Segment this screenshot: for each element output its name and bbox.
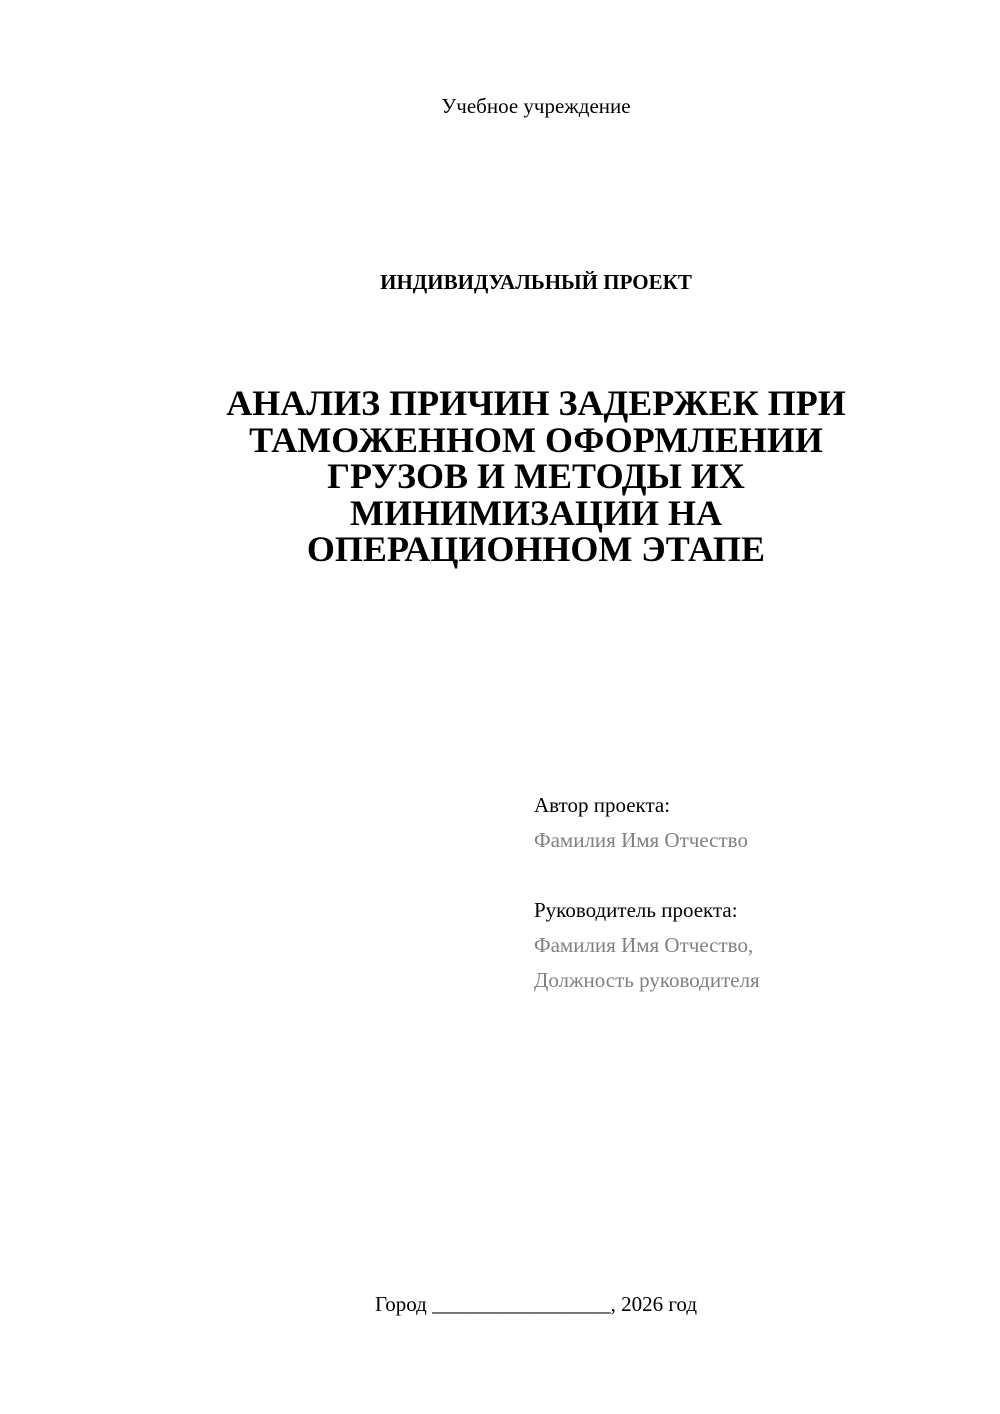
supervisor-position: Должность руководителя	[534, 968, 760, 992]
title-line: ТАМОЖЕННОМ ОФОРМЛЕНИИ	[249, 419, 823, 460]
title-line: АНАЛИЗ ПРИЧИН ЗАДЕРЖЕК ПРИ	[226, 383, 846, 423]
project-people-block	[534, 788, 974, 998]
spacer	[534, 858, 974, 893]
title-line: ГРУЗОВ И МЕТОДЫ ИХ	[327, 456, 745, 496]
title-line: МИНИМИЗАЦИИ НА	[350, 492, 722, 533]
supervisor-name: Фамилия Имя Отчество,	[534, 933, 754, 957]
author-name: Фамилия Имя Отчество	[534, 828, 748, 852]
author-label: Автор проекта:	[534, 793, 671, 817]
project-type-heading: ИНДИВИДУАЛЬНЫЙ ПРОЕКТ	[380, 270, 692, 294]
supervisor-label: Руководитель проекта:	[534, 898, 738, 922]
title-line: ОПЕРАЦИОННОМ ЭТАПЕ	[306, 529, 766, 569]
project-title	[180, 385, 892, 568]
city-year-line: Город _________________, 2026 год	[374, 1292, 698, 1316]
institution-name: Учебное учреждение	[441, 94, 631, 118]
